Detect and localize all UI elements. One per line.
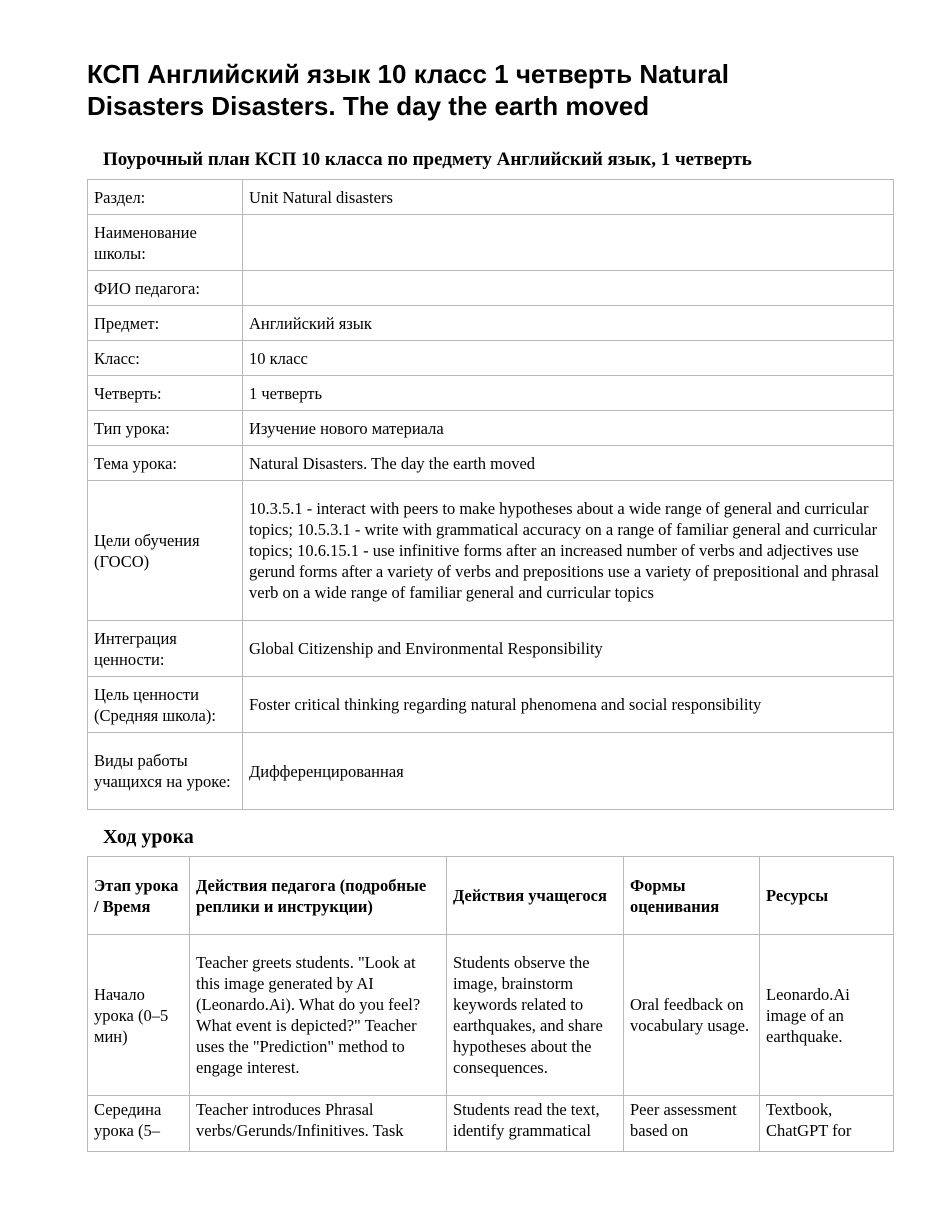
info-value: 10.3.5.1 - interact with peers to make hypotheses about a wide range of general and curricular topics; 10.5.3.1 - write with grammatical accuracy on a range of familiar general and curricular topics; 10.6.15.1 - use infinitive forms after an increased number of verbs and adjectives use gerund forms after a variety of verbs and prepositions use a variety of prepositional and phrasal verb on a wide range of familiar general and curricular topics [243, 481, 894, 621]
lesson-row-middle [88, 1096, 894, 1152]
info-row-value-integration [88, 621, 894, 677]
info-label: Тема урока: [88, 446, 243, 481]
info-row-value-goal [88, 677, 894, 733]
info-value: Foster critical thinking regarding natural phenomena and social responsibility [243, 677, 894, 733]
info-value: Изучение нового материала [243, 411, 894, 446]
lesson-student-actions: Students observe the image, brainstorm keywords related to earthquakes, and share hypotheses about the consequences. [447, 935, 624, 1096]
info-value: Natural Disasters. The day the earth moved [243, 446, 894, 481]
info-value: Английский язык [243, 306, 894, 341]
info-value: 1 четверть [243, 376, 894, 411]
lesson-teacher-actions: Teacher introduces Phrasal verbs/Gerunds/Infinitives. Task [190, 1096, 447, 1152]
lesson-teacher-actions: Teacher greets students. "Look at this image generated by AI (Leonardo.Ai). What do you feel? What event is depicted?" Teacher uses the "Prediction" method to engage interest. [190, 935, 447, 1096]
info-value: Unit Natural disasters [243, 180, 894, 215]
lesson-resources: Textbook, ChatGPT for [760, 1096, 894, 1152]
lesson-assessment: Peer assessment based on [624, 1096, 760, 1152]
info-value: Global Citizenship and Environmental Responsibility [243, 621, 894, 677]
lesson-stage: Середина урока (5– [88, 1096, 190, 1152]
info-label: Четверть: [88, 376, 243, 411]
info-label: Наименование школы: [88, 215, 243, 271]
info-label: Тип урока: [88, 411, 243, 446]
info-row-lesson-topic [88, 446, 894, 481]
lesson-student-actions: Students read the text, identify grammatical [447, 1096, 624, 1152]
info-row-teacher [88, 271, 894, 306]
info-row-section [88, 180, 894, 215]
lesson-resources: Leonardo.Ai image of an earthquake. [760, 935, 894, 1096]
info-row-grade [88, 341, 894, 376]
header-student-actions: Действия учащегося [447, 857, 624, 935]
info-value [243, 271, 894, 306]
info-row-work-types [88, 733, 894, 810]
lesson-header-row [88, 857, 894, 935]
lesson-info-table [87, 179, 894, 810]
info-label: Интеграция ценности: [88, 621, 243, 677]
lesson-assessment: Oral feedback on vocabulary usage. [624, 935, 760, 1096]
info-row-quarter [88, 376, 894, 411]
info-row-school [88, 215, 894, 271]
lesson-flow-heading: Ход урока [103, 826, 194, 848]
page-title: КСП Английский язык 10 класс 1 четверть Natural Disasters Disasters. The day the earth moved [87, 59, 729, 121]
info-label: Раздел: [88, 180, 243, 215]
info-row-lesson-type [88, 411, 894, 446]
lesson-flow-table [87, 856, 894, 1152]
info-label: Цели обучения (ГОСО) [88, 481, 243, 621]
info-value [243, 215, 894, 271]
info-value: 10 класс [243, 341, 894, 376]
lesson-plan-subtitle: Поурочный план КСП 10 класса по предмету Английский язык, 1 четверть [103, 149, 752, 170]
lesson-stage: Начало урока (0–5 мин) [88, 935, 190, 1096]
info-row-subject [88, 306, 894, 341]
info-label: Предмет: [88, 306, 243, 341]
info-label: Класс: [88, 341, 243, 376]
info-label: ФИО педагога: [88, 271, 243, 306]
header-resources: Ресурсы [760, 857, 894, 935]
header-teacher-actions: Действия педагога (подробные реплики и инструкции) [190, 857, 447, 935]
header-assessment: Формы оценивания [624, 857, 760, 935]
info-row-learning-objectives [88, 481, 894, 621]
lesson-row-start [88, 935, 894, 1096]
info-value: Дифференцированная [243, 733, 894, 810]
info-label: Виды работы учащихся на уроке: [88, 733, 243, 810]
info-label: Цель ценности (Средняя школа): [88, 677, 243, 733]
header-stage: Этап урока / Время [88, 857, 190, 935]
